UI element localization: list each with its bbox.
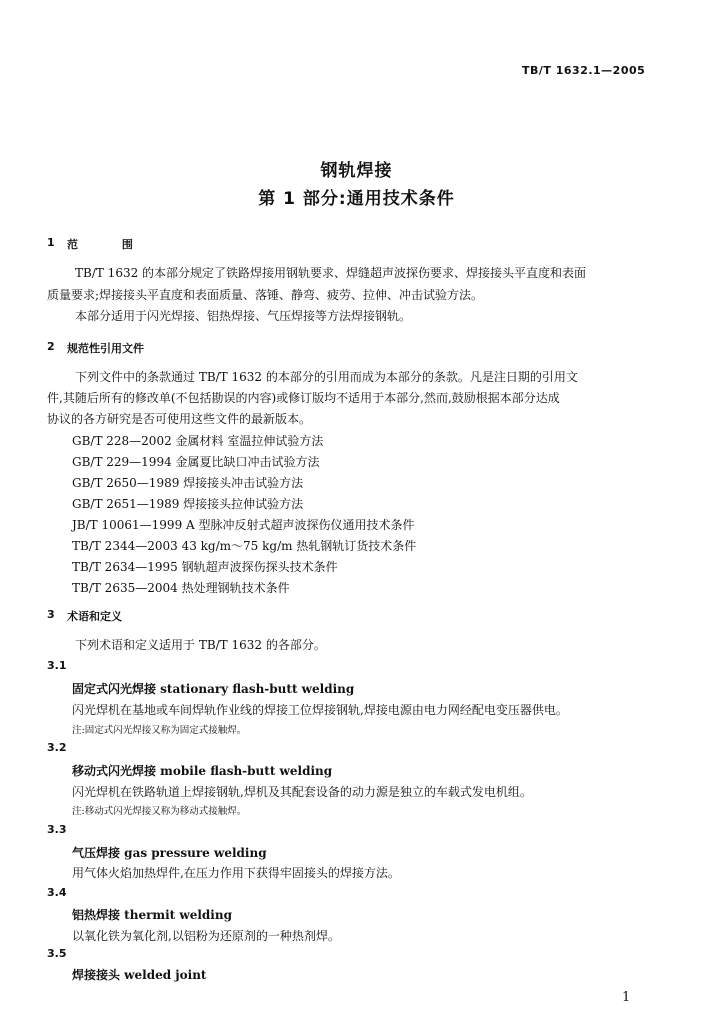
section-3-number: 3 (47, 608, 55, 621)
clause-number: 3.1 (47, 659, 67, 672)
term-heading: 固定式闪光焊接 stationary flash-butt welding (72, 682, 355, 696)
reference-item: JB/T 10061—1999 A 型脉冲反射式超声波探伤仪通用技术条件 (72, 518, 415, 532)
clause-number: 3.3 (47, 823, 67, 836)
reference-item: GB/T 2650—1989 焊接接头冲击试验方法 (72, 476, 304, 490)
reference-item: GB/T 229—1994 金属夏比缺口冲击试验方法 (72, 455, 320, 469)
term-definition: 闪光焊机在铁路轨道上焊接钢轨,焊机及其配套设备的动力源是独立的车载式发电机组。 (72, 785, 532, 799)
section-3-intro: 下列术语和定义适用于 TB/T 1632 的各部分。 (75, 638, 326, 652)
section-1-title: 范 围 (67, 238, 153, 251)
section-2-paragraph: 下列文件中的条款通过 TB/T 1632 的本部分的引用而成为本部分的条款。凡是注日期的引用文 (75, 370, 578, 384)
standard-code: TB/T 1632.1—2005 (522, 64, 646, 77)
reference-item: GB/T 2651—1989 焊接接头拉伸试验方法 (72, 497, 304, 511)
reference-item: TB/T 2635—2004 热处理钢轨技术条件 (72, 581, 290, 595)
clause-number: 3.2 (47, 741, 67, 754)
term-definition: 以氧化铁为氧化剂,以铝粉为还原剂的一种热剂焊。 (72, 929, 340, 943)
term-definition: 闪光焊机在基地或车间焊轨作业线的焊接工位焊接钢轨,焊接电源由电力网经配电变压器供电。 (72, 703, 568, 717)
section-1-paragraph: TB/T 1632 的本部分规定了铁路焊接用钢轨要求、焊缝超声波探伤要求、焊接接头平直度和表面 (75, 266, 587, 280)
section-1-number: 1 (47, 236, 55, 249)
reference-item: TB/T 2344—2003 43 kg/m～75 kg/m 热轧钢轨订货技术条件 (72, 539, 417, 553)
reference-item: TB/T 2634—1995 钢轨超声波探伤探头技术条件 (72, 560, 338, 574)
term-note: 注:固定式闪光焊接又称为固定式接触焊。 (72, 725, 247, 736)
clause-number: 3.4 (47, 886, 67, 899)
section-3-title: 术语和定义 (67, 610, 122, 623)
page-number: 1 (622, 990, 631, 1005)
term-heading: 焊接接头 welded joint (72, 968, 207, 982)
section-2-number: 2 (47, 340, 55, 353)
term-definition: 用气体火焰加热焊件,在压力作用下获得牢固接头的焊接方法。 (72, 866, 400, 880)
document-title: 钢轨焊接 (320, 161, 393, 181)
reference-item: GB/T 228—2002 金属材料 室温拉伸试验方法 (72, 434, 324, 448)
section-2-paragraph-end: 协议的各方研究是否可使用这些文件的最新版本。 (47, 412, 312, 426)
section-1-scope-paragraph: 本部分适用于闪光焊接、铝热焊接、气压焊接等方法焊接钢轨。 (75, 309, 412, 323)
document-subtitle: 第 1 部分:通用技术条件 (258, 189, 455, 209)
section-1-paragraph-cont: 质量要求;焊接接头平直度和表面质量、落锤、静弯、疲劳、拉伸、冲击试验方法。 (47, 288, 484, 302)
clause-number: 3.5 (47, 947, 67, 960)
term-heading: 气压焊接 gas pressure welding (72, 846, 267, 860)
section-2-paragraph-cont: 件,其随后所有的修改单(不包括勘误的内容)或修订版均不适用于本部分,然而,鼓励根据本部分达成 (47, 391, 560, 405)
section-2-title: 规范性引用文件 (67, 342, 144, 355)
term-heading: 移动式闪光焊接 mobile flash-butt welding (72, 764, 333, 778)
term-note: 注:移动式闪光焊接又称为移动式接触焊。 (72, 806, 247, 817)
term-heading: 铝热焊接 thermit welding (72, 908, 232, 922)
